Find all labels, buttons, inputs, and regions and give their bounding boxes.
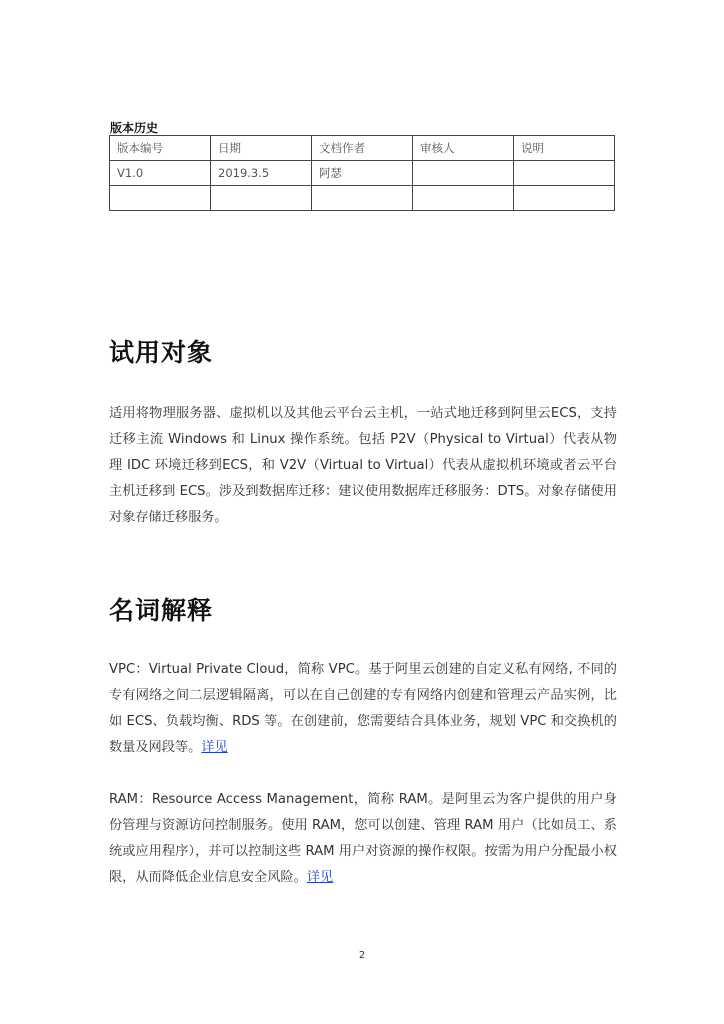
table-row [110,161,615,186]
table-cell [514,161,615,186]
trial-target-paragraph: 适用将物理服务器、虚拟机以及其他云平台云主机，一站式地迁移到阿里云ECS，支持迁移主流 Windows 和 Linux 操作系统。包括 P2V（Physical to Virtual）代表从物理 IDC 环境迁移到ECS，和 V2V（Virtual to Virtual）代表从虚拟机环境或者云平台主机迁移到 ECS。涉及到数据库迁移：建议使用数据库迁移服务：DTS。对象存储使用对象存储迁移服务。 [109,406,617,525]
section-heading-glossary: 名词解释 [109,596,214,625]
header-author: 文档作者 [312,136,413,161]
table-cell: V1.0 [110,161,211,186]
header-date: 日期 [211,136,312,161]
version-history-title: 版本历史 [110,121,159,135]
vpc-details-link[interactable]: 详见 [201,740,228,755]
table-cell [514,186,615,211]
table-cell: 2019.3.5 [211,161,312,186]
version-history-table [109,135,615,211]
header-version-number: 版本编号 [110,136,211,161]
ram-definition-paragraph [109,787,617,891]
table-cell: 阿瑟 [312,161,413,186]
header-reviewer: 审核人 [413,136,514,161]
header-notes: 说明 [514,136,615,161]
ram-definition-text: RAM：Resource Access Management，简称 RAM。是阿里云为客户提供的用户身份管理与资源访问控制服务。使用 RAM，您可以创建、管理 RAM 用户（比如员工、系统或应用程序），并可以控制这些 RAM 用户对资源的操作权限。按需为用户分配最小权限，从而降低企业信息安全风险。 [109,792,617,885]
table-header-row [110,136,615,161]
ram-details-link[interactable]: 详见 [306,870,334,885]
vpc-definition-text: VPC：Virtual Private Cloud，简称 VPC。基于阿里云创建的自定义私有网络, 不同的专有网络之间二层逻辑隔离，可以在自己创建的专有网络内创建和管理云产品实例，比如 ECS、负载均衡、RDS 等。在创建前，您需要结合具体业务，规划 VPC 和交换机的数量及网段等。 [109,662,617,755]
table-cell [110,186,211,211]
page-number: 2 [358,950,366,961]
section-heading-trial-target: 试用对象 [109,338,214,367]
vpc-definition-paragraph [109,657,617,761]
table-cell [211,186,312,211]
table-row [110,186,615,211]
table-cell [312,186,413,211]
table-cell [413,186,514,211]
table-cell [413,161,514,186]
